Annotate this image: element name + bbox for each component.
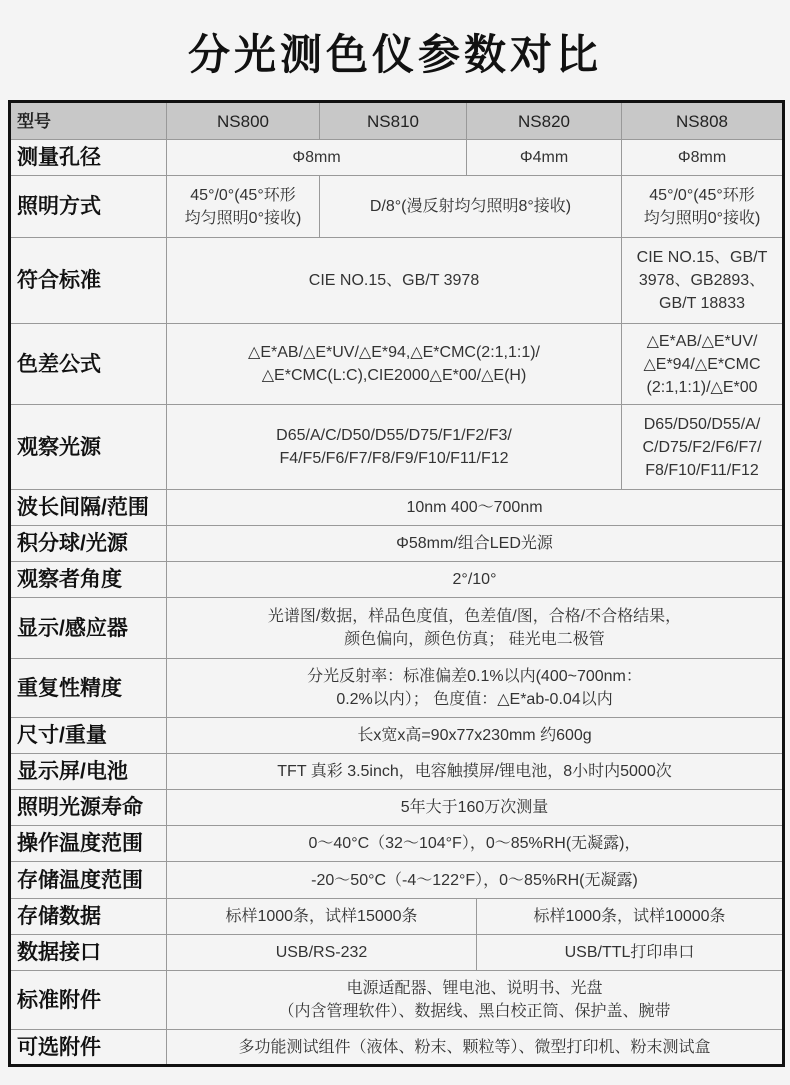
table-row	[10, 826, 784, 862]
spec-comparison-table	[8, 100, 785, 1067]
row-label: 尺寸/重量	[10, 718, 167, 754]
cell: CIE NO.15、GB/T 3978	[167, 238, 622, 324]
row-label: 可选附件	[10, 1030, 167, 1066]
table-row	[10, 238, 784, 324]
cell: 标样1000条，试样15000条	[167, 899, 477, 935]
cell: 45°/0°(45°环形 均匀照明0°接收)	[622, 176, 784, 238]
table-row	[10, 862, 784, 899]
table-row	[10, 405, 784, 490]
table-row	[10, 490, 784, 526]
cell: 标样1000条，试样10000条	[477, 899, 784, 935]
row-label: 照明方式	[10, 176, 167, 238]
cell: 长x宽x高=90x77x230mm 约600g	[167, 718, 784, 754]
table-row	[10, 899, 784, 935]
model-header: NS808	[622, 102, 784, 140]
cell: 45°/0°(45°环形 均匀照明0°接收)	[167, 176, 320, 238]
cell: △E*AB/△E*UV/△E*94,△E*CMC(2:1,1:1)/ △E*CMC(L:C),CIE2000△E*00/△E(H)	[167, 324, 622, 405]
cell: Φ4mm	[467, 140, 622, 176]
row-label: 观察光源	[10, 405, 167, 490]
table-row	[10, 598, 784, 659]
cell: 0～40°C（32～104°F），0～85%RH(无凝露)，	[167, 826, 784, 862]
row-label: 显示屏/电池	[10, 754, 167, 790]
table-header-row	[10, 102, 784, 140]
cell: Φ58mm/组合LED光源	[167, 526, 784, 562]
cell: 5年大于160万次测量	[167, 790, 784, 826]
row-label: 操作温度范围	[10, 826, 167, 862]
cell: 电源适配器、锂电池、说明书、光盘 （内含管理软件）、数据线、黑白校正筒、保护盖、腕带	[167, 971, 784, 1030]
cell: TFT 真彩 3.5inch，电容触摸屏/锂电池，8小时内5000次	[167, 754, 784, 790]
table-row	[10, 324, 784, 405]
cell: 10nm 400～700nm	[167, 490, 784, 526]
cell: △E*AB/△E*UV/ △E*94/△E*CMC (2:1,1:1)/△E*00	[622, 324, 784, 405]
cell: D65/D50/D55/A/ C/D75/F2/F6/F7/ F8/F10/F11/F12	[622, 405, 784, 490]
table-row	[10, 790, 784, 826]
row-label: 测量孔径	[10, 140, 167, 176]
model-header: NS800	[167, 102, 320, 140]
row-label: 标准附件	[10, 971, 167, 1030]
table-row	[10, 754, 784, 790]
cell: 2°/10°	[167, 562, 784, 598]
row-label: 色差公式	[10, 324, 167, 405]
model-header: NS810	[320, 102, 467, 140]
cell: 分光反射率：标准偏差0.1%以内(400~700nm： 0.2%以内）； 色度值：△E*ab-0.04以内	[167, 659, 784, 718]
row-label: 数据接口	[10, 935, 167, 971]
row-label: 符合标准	[10, 238, 167, 324]
table-row	[10, 1030, 784, 1066]
page-title: 分光测色仪参数对比	[187, 31, 602, 78]
table-row	[10, 140, 784, 176]
cell: D/8°(漫反射均匀照明8°接收)	[320, 176, 622, 238]
table-row	[10, 526, 784, 562]
row-label: 积分球/光源	[10, 526, 167, 562]
cell: 多功能测试组件（液体、粉末、颗粒等）、微型打印机、粉末测试盒	[167, 1030, 784, 1066]
table-row	[10, 935, 784, 971]
row-label: 型号	[10, 102, 167, 140]
row-label: 存储温度范围	[10, 862, 167, 899]
row-label: 观察者角度	[10, 562, 167, 598]
cell: USB/TTL打印串口	[477, 935, 784, 971]
cell: Φ8mm	[622, 140, 784, 176]
table-row	[10, 659, 784, 718]
cell: D65/A/C/D50/D55/D75/F1/F2/F3/ F4/F5/F6/F7/F8/F9/F10/F11/F12	[167, 405, 622, 490]
table-row	[10, 176, 784, 238]
row-label: 重复性精度	[10, 659, 167, 718]
table-row	[10, 718, 784, 754]
cell: CIE NO.15、GB/T 3978、GB2893、 GB/T 18833	[622, 238, 784, 324]
row-label: 照明光源寿命	[10, 790, 167, 826]
cell: Φ8mm	[167, 140, 467, 176]
cell: -20～50°C（-4～122°F），0～85%RH(无凝露)	[167, 862, 784, 899]
cell: USB/RS-232	[167, 935, 477, 971]
model-header: NS820	[467, 102, 622, 140]
table-row	[10, 562, 784, 598]
cell: 光谱图/数据，样品色度值，色差值/图，合格/不合格结果， 颜色偏向，颜色仿真； 硅光电二极管	[167, 598, 784, 659]
table-row	[10, 971, 784, 1030]
row-label: 存储数据	[10, 899, 167, 935]
row-label: 显示/感应器	[10, 598, 167, 659]
row-label: 波长间隔/范围	[10, 490, 167, 526]
